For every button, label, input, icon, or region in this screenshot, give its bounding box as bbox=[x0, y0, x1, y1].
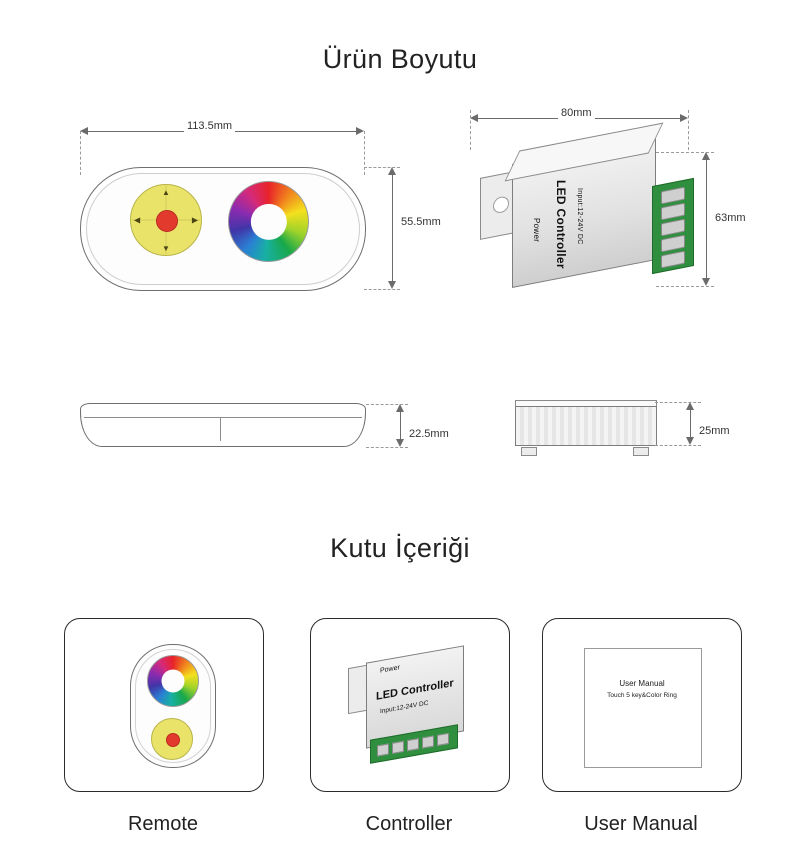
card-terminal-screw bbox=[437, 733, 449, 746]
card-terminal-screw bbox=[407, 738, 419, 751]
box-content-label-remote: Remote bbox=[127, 813, 199, 835]
card-controller-name-label: LED Controller bbox=[376, 677, 454, 703]
keypad-power-button-icon bbox=[156, 210, 178, 232]
dim-remote-height-arrow-down bbox=[388, 281, 396, 289]
guide-controller-right bbox=[688, 110, 689, 150]
dim-controller-width-arrow-right bbox=[680, 114, 688, 122]
dim-remote-height-line bbox=[392, 171, 393, 285]
dim-remote-width-text: 113.5mm bbox=[184, 120, 235, 132]
dim-controller-width-arrow-left bbox=[470, 114, 478, 122]
keypad-down-icon: ▼ bbox=[162, 244, 170, 253]
card-keypad-power-icon bbox=[166, 733, 180, 747]
dim-remote-thickness-text: 22.5mm bbox=[406, 428, 452, 440]
card-terminal-screw bbox=[392, 741, 404, 754]
dim-remote-thickness-arrow-down bbox=[396, 439, 404, 447]
card-controller-body bbox=[348, 648, 478, 764]
box-content-label-controller: Controller bbox=[365, 813, 453, 835]
keypad-right-icon: ▶ bbox=[191, 215, 198, 225]
card-remote-keypad bbox=[151, 718, 193, 760]
section-title-product-size: Ürün Boyutu bbox=[322, 44, 478, 74]
terminal-screw bbox=[661, 203, 685, 221]
dim-remote-thickness-arrow-up bbox=[396, 404, 404, 412]
remote-side-notch bbox=[220, 417, 221, 441]
dim-remote-width-arrow-right bbox=[356, 127, 364, 135]
dim-remote-height-text: 55.5mm bbox=[398, 216, 444, 228]
card-controller-power-label: Power bbox=[380, 664, 400, 675]
card-terminal-screw bbox=[377, 743, 389, 756]
card-manual-page bbox=[584, 648, 702, 768]
dim-controller-depth-line bbox=[706, 156, 707, 282]
controller-side-foot bbox=[633, 447, 649, 456]
guide-controller-height-top bbox=[655, 402, 701, 403]
dim-controller-depth-text: 63mm bbox=[712, 212, 749, 224]
remote-side-shell bbox=[80, 403, 366, 447]
manual-title-text: User Manual bbox=[619, 679, 665, 688]
keypad-up-icon: ▲ bbox=[162, 188, 170, 197]
dim-controller-height-arrow-up bbox=[686, 402, 694, 410]
terminal-screw bbox=[661, 251, 685, 269]
card-remote-color-ring bbox=[147, 655, 199, 707]
dim-controller-height-text: 25mm bbox=[696, 425, 733, 437]
remote-side-seam bbox=[84, 417, 362, 418]
dim-remote-thickness-line bbox=[400, 408, 401, 443]
remote-color-ring bbox=[228, 181, 309, 262]
card-controller-input-label: Input:12-24V DC bbox=[380, 699, 429, 716]
terminal-screw bbox=[661, 219, 685, 237]
terminal-screw bbox=[661, 235, 685, 253]
remote-keypad bbox=[130, 184, 202, 256]
manual-subtitle-text: Touch 5 key&Color Ring bbox=[607, 692, 677, 699]
controller-input-label: Input:12-24V DC bbox=[576, 188, 583, 245]
dim-controller-depth-arrow-down bbox=[702, 278, 710, 286]
guide-controller-height-bottom bbox=[655, 445, 701, 446]
section-title-box-contents: Kutu İçeriği bbox=[330, 533, 470, 563]
dim-controller-height-line bbox=[690, 406, 691, 441]
controller-side-body bbox=[515, 406, 657, 446]
controller-perspective-view bbox=[468, 140, 700, 292]
keypad-left-icon: ◀ bbox=[134, 215, 141, 225]
guide-remote-bottom bbox=[364, 289, 400, 290]
dim-controller-width-text: 80mm bbox=[558, 107, 595, 119]
card-terminal-screw bbox=[422, 735, 434, 748]
guide-remote-thickness-bottom bbox=[366, 447, 408, 448]
box-content-label-manual: User Manual bbox=[584, 813, 698, 835]
controller-terminal-block bbox=[652, 178, 694, 274]
controller-power-label: Power bbox=[532, 218, 541, 243]
controller-side-view bbox=[515, 400, 655, 450]
controller-side-foot bbox=[521, 447, 537, 456]
dim-controller-height-arrow-down bbox=[686, 437, 694, 445]
controller-name-label: LED Controller bbox=[554, 180, 568, 269]
dim-remote-height-arrow-up bbox=[388, 167, 396, 175]
dim-remote-width-arrow-left bbox=[80, 127, 88, 135]
dim-controller-depth-arrow-up bbox=[702, 152, 710, 160]
guide-remote-right bbox=[364, 131, 365, 175]
remote-top-view bbox=[80, 167, 366, 291]
terminal-screw bbox=[661, 187, 685, 205]
remote-side-view bbox=[80, 403, 366, 447]
guide-remote-left bbox=[80, 131, 81, 175]
guide-controller-bottom bbox=[656, 286, 714, 287]
